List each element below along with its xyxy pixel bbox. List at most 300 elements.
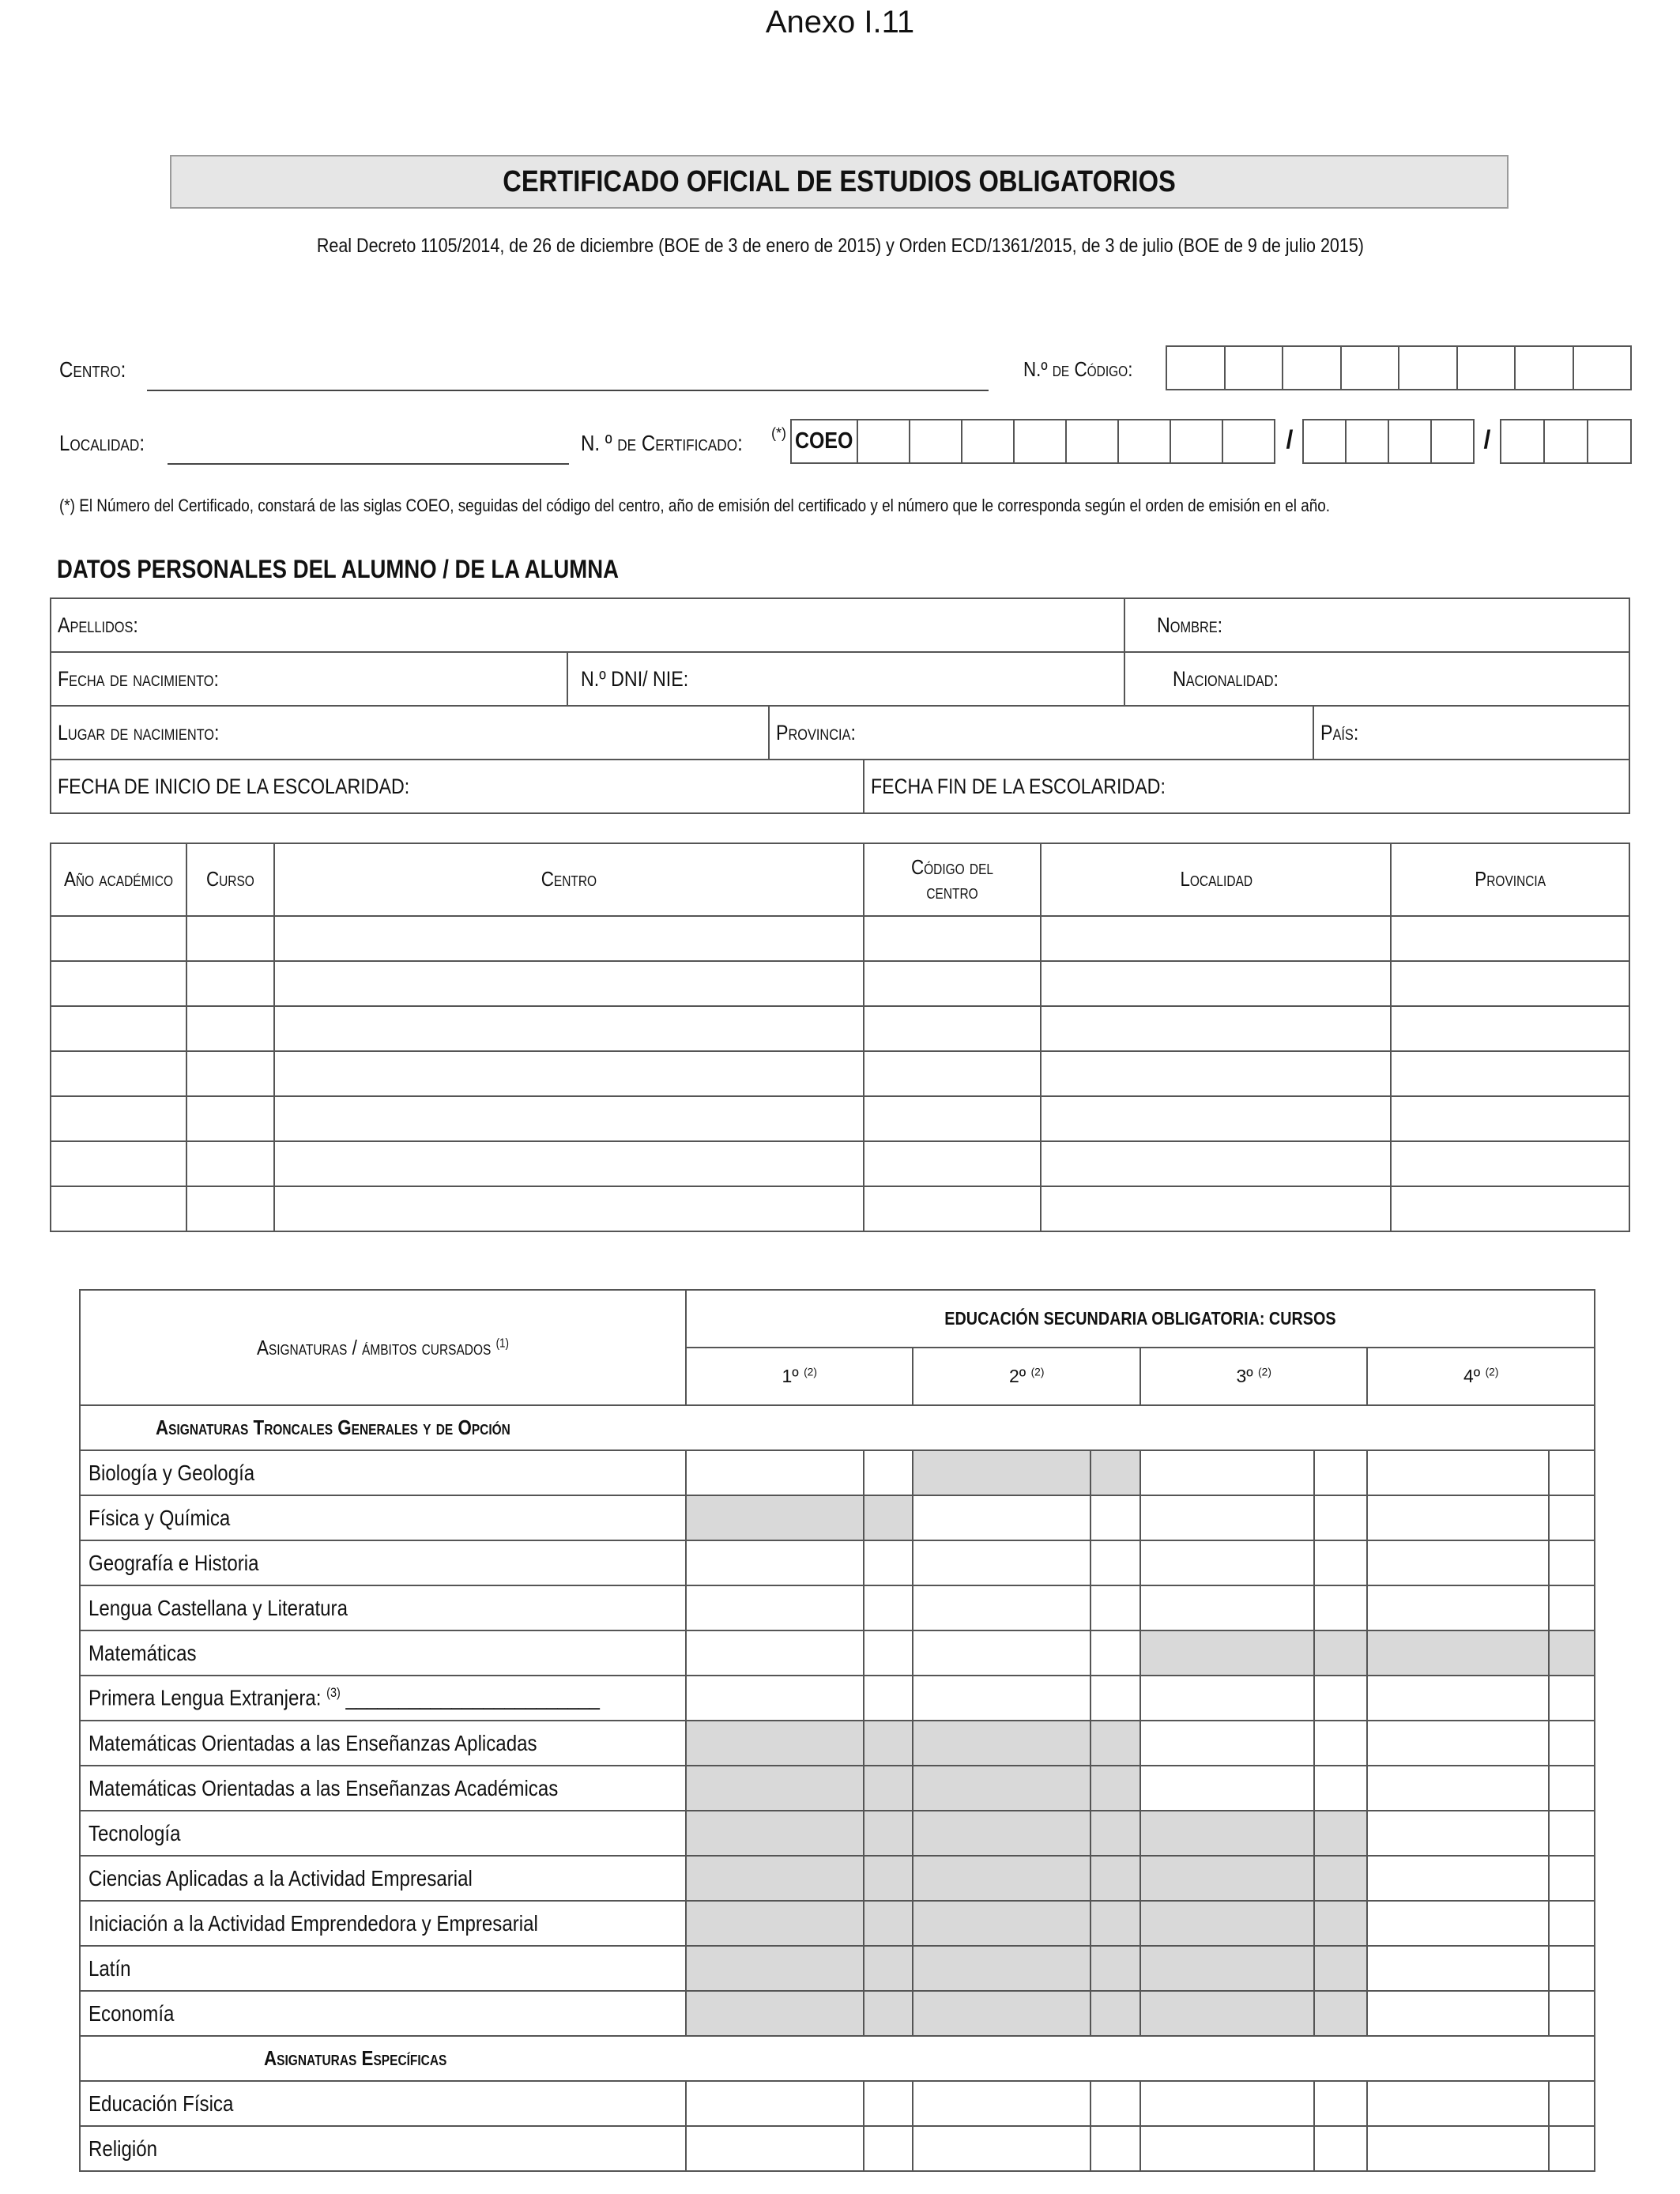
grade-cell-disabled: [864, 1495, 913, 1540]
grade-cell[interactable]: [913, 1676, 1090, 1721]
grade-cell[interactable]: [1367, 1946, 1549, 1991]
grade-cell-disabled: [686, 1495, 864, 1540]
table-cell[interactable]: [186, 916, 274, 961]
table-row: [80, 1495, 1595, 1540]
decree-reference: [0, 235, 1680, 258]
school-history-table: [50, 843, 1630, 1232]
table-row: [51, 916, 1629, 961]
table-cell[interactable]: [186, 1006, 274, 1051]
subject-name: [80, 1811, 686, 1856]
col-ano-academico: [51, 843, 186, 916]
grade-cell[interactable]: [913, 2126, 1090, 2171]
grade-cell[interactable]: [1367, 1721, 1549, 1766]
table-cell[interactable]: [1041, 961, 1391, 1006]
certificado-ref: [771, 425, 786, 442]
decree-text: Real Decreto 1105/2014, de 26 de diciembre (BOE de 3 de enero de 2015) y Orden ECD/1361/2015, de 3 de julio (BOE de 9 de julio 2015): [316, 235, 1364, 257]
grade-cell[interactable]: [1367, 1901, 1549, 1946]
table-cell[interactable]: [186, 1051, 274, 1096]
grade-cell-disabled: [864, 1991, 913, 2036]
subject-name: [80, 1991, 686, 2036]
course-4-label: 4º: [1463, 1366, 1481, 1386]
section-troncales-text: Asignaturas Troncales Generales y de Opción: [156, 1416, 510, 1439]
grade-cell-disabled: [1140, 1946, 1314, 1991]
fecha-fin-label: FECHA FIN DE LA ESCOLARIDAD:: [870, 774, 1166, 798]
grade-cell-disabled: [913, 1901, 1090, 1946]
grade-cell-disabled: [686, 1766, 864, 1811]
col-centro: [274, 843, 863, 916]
codigo-box[interactable]: [1342, 347, 1400, 389]
table-row: [80, 1811, 1595, 1856]
grade-cell[interactable]: [1549, 1811, 1595, 1856]
grade-cell-disabled: [913, 1991, 1090, 2036]
lengua-ref: (3): [326, 1685, 341, 1701]
table-cell[interactable]: [51, 916, 186, 961]
table-cell[interactable]: [1391, 1186, 1629, 1231]
col-centro-label: Centro: [541, 867, 597, 892]
subject-label: Religión: [89, 2136, 158, 2161]
grade-cell[interactable]: [1314, 1585, 1368, 1630]
subject-label: Biología y Geología: [89, 1460, 255, 1485]
grade-cell[interactable]: [1549, 2126, 1595, 2171]
number-boxes[interactable]: [1500, 419, 1632, 464]
grade-cell-disabled: [913, 1766, 1090, 1811]
grade-cell[interactable]: [1549, 1450, 1595, 1495]
cert-box[interactable]: [1119, 420, 1171, 462]
grade-cell-disabled: [1314, 1856, 1368, 1901]
course-1-label: 1º: [782, 1366, 799, 1386]
lengua-blank-line[interactable]: ________________________: [345, 1685, 600, 1710]
course-3-header: [1140, 1348, 1367, 1405]
col-curso-label: Curso: [206, 867, 255, 892]
provincia-label: Provincia:: [776, 720, 857, 745]
lugar-nacimiento-label: Lugar de nacimiento:: [58, 720, 220, 745]
table-cell[interactable]: [274, 916, 863, 961]
grade-cell[interactable]: [864, 2081, 913, 2126]
grade-cell[interactable]: [1090, 1540, 1140, 1585]
grade-cell[interactable]: [1140, 2081, 1314, 2126]
year-box[interactable]: [1304, 420, 1347, 462]
grade-cell[interactable]: [686, 2081, 864, 2126]
codigo-box[interactable]: [1283, 347, 1342, 389]
table-cell[interactable]: [864, 916, 1042, 961]
personal-data-table: [50, 598, 1630, 814]
cert-box[interactable]: [1067, 420, 1119, 462]
centro-field[interactable]: [147, 390, 989, 391]
grade-cell-disabled: [1314, 1811, 1368, 1856]
subject-name: [80, 1946, 686, 1991]
grade-cell-disabled: [1090, 1901, 1140, 1946]
table-cell[interactable]: [1391, 1096, 1629, 1141]
course-ref: (2): [1258, 1366, 1271, 1378]
table-cell[interactable]: [51, 961, 186, 1006]
year-boxes[interactable]: [1302, 419, 1475, 464]
grade-cell-disabled: [1090, 1450, 1140, 1495]
table-row: [51, 1006, 1629, 1051]
coeo-box: [790, 419, 857, 464]
grade-cell[interactable]: [1549, 1991, 1595, 2036]
subject-label: Iniciación a la Actividad Emprendedora y Empresarial: [89, 1910, 538, 1936]
grade-cell[interactable]: [1314, 1766, 1368, 1811]
grade-cell-disabled: [913, 1946, 1090, 1991]
codigo-box[interactable]: [1516, 347, 1574, 389]
table-cell[interactable]: [186, 961, 274, 1006]
grade-cell[interactable]: [864, 2126, 913, 2171]
grade-cell[interactable]: [1140, 2126, 1314, 2171]
grade-cell[interactable]: [1090, 1630, 1140, 1676]
grade-cell[interactable]: [1549, 1721, 1595, 1766]
subject-label: Física y Química: [89, 1505, 231, 1530]
col-provincia: [1391, 843, 1629, 916]
codigo-boxes[interactable]: [1166, 345, 1632, 390]
grade-cell[interactable]: [1367, 2126, 1549, 2171]
cert-box[interactable]: [962, 420, 1015, 462]
lengua-label: Primera Lengua Extranjera:: [89, 1685, 322, 1710]
table-cell[interactable]: [864, 1186, 1042, 1231]
col-codigo-centro: [864, 843, 1042, 916]
grade-cell[interactable]: [1367, 1540, 1549, 1585]
grade-cell[interactable]: [686, 1450, 864, 1495]
grade-cell[interactable]: [913, 1585, 1090, 1630]
fecha-inicio-cell[interactable]: [51, 760, 864, 813]
table-row: [80, 1630, 1595, 1676]
year-box[interactable]: [1432, 420, 1473, 462]
certificado-label-text: N. º de Certificado:: [581, 431, 743, 455]
eso-header-cell: [686, 1290, 1595, 1348]
grade-cell-disabled: [1140, 1630, 1314, 1676]
lugar-nacimiento-cell[interactable]: [51, 706, 769, 760]
number-box[interactable]: [1588, 420, 1630, 462]
section-troncales: [80, 1405, 1595, 1450]
grade-cell[interactable]: [1367, 1450, 1549, 1495]
cert-box[interactable]: [1015, 420, 1067, 462]
fecha-inicio-label: FECHA DE INICIO DE LA ESCOLARIDAD:: [58, 774, 410, 798]
table-cell[interactable]: [1041, 1141, 1391, 1186]
table-cell[interactable]: [274, 1186, 863, 1231]
grade-cell[interactable]: [913, 1630, 1090, 1676]
grade-cell[interactable]: [686, 1676, 864, 1721]
grade-cell[interactable]: [1367, 1856, 1549, 1901]
fecha-fin-cell[interactable]: [864, 760, 1629, 813]
grade-cell-disabled: [1090, 1946, 1140, 1991]
grade-cell-disabled: [913, 1811, 1090, 1856]
subject-name: [80, 1495, 686, 1540]
grade-cell[interactable]: [1140, 1766, 1314, 1811]
table-cell[interactable]: [1391, 1141, 1629, 1186]
subject-label: Economía: [89, 2000, 175, 2026]
nombre-cell[interactable]: [1124, 598, 1629, 652]
apellidos-label: Apellidos:: [58, 613, 138, 637]
certificado-ref-text: (*): [771, 425, 786, 441]
grade-cell[interactable]: [1549, 1540, 1595, 1585]
grade-cell-disabled: [686, 1991, 864, 2036]
subject-label: Educación Física: [89, 2090, 234, 2116]
grade-cell[interactable]: [1140, 1585, 1314, 1630]
table-cell[interactable]: [51, 1006, 186, 1051]
grade-cell-disabled: [1140, 1991, 1314, 2036]
pais-cell[interactable]: [1313, 706, 1629, 760]
table-cell[interactable]: [1041, 1096, 1391, 1141]
cert-box[interactable]: [858, 420, 910, 462]
table-cell[interactable]: [1041, 916, 1391, 961]
grade-cell[interactable]: [686, 1540, 864, 1585]
col-codigo-centro-label: Código del centro: [911, 854, 994, 903]
grade-cell[interactable]: [1367, 1495, 1549, 1540]
table-cell[interactable]: [274, 1006, 863, 1051]
grade-cell[interactable]: [1367, 1766, 1549, 1811]
grade-cell[interactable]: [1549, 1901, 1595, 1946]
table-cell[interactable]: [1391, 916, 1629, 961]
table-cell[interactable]: [51, 1096, 186, 1141]
centro-label: [59, 357, 137, 383]
annex-label: Anexo I.11: [765, 5, 915, 40]
codigo-box[interactable]: [1399, 347, 1458, 389]
col-localidad-label: Localidad: [1179, 867, 1252, 892]
subjects-header-ref: (1): [495, 1336, 509, 1350]
table-cell[interactable]: [1041, 1186, 1391, 1231]
grade-cell[interactable]: [1090, 1676, 1140, 1721]
table-row: [80, 1540, 1595, 1585]
subject-label: Matemáticas Orientadas a las Enseñanzas Aplicadas: [89, 1730, 537, 1755]
footnote-text: (*) El Número del Certificado, constará de las siglas COEO, seguidas del código del centro, año de emisión del certificado y el número que le corresponda según el orden de emisión en el año.: [59, 496, 1331, 515]
section-especificas-text: Asignaturas Específicas: [264, 2046, 447, 2070]
certificado-code-boxes[interactable]: [857, 419, 1275, 464]
table-cell[interactable]: [864, 1051, 1042, 1096]
codigo-box[interactable]: [1458, 347, 1516, 389]
col-curso: [186, 843, 274, 916]
col-provincia-label: Provincia: [1475, 867, 1546, 892]
grade-cell[interactable]: [864, 1630, 913, 1676]
grade-cell-disabled: [1140, 1856, 1314, 1901]
subject-name: [80, 1450, 686, 1495]
number-box[interactable]: [1545, 420, 1588, 462]
grade-cell[interactable]: [1140, 1495, 1314, 1540]
subject-name: [80, 1630, 686, 1676]
grade-cell-disabled: [1090, 1991, 1140, 2036]
grade-cell-disabled: [864, 1901, 913, 1946]
grade-cell[interactable]: [1549, 2081, 1595, 2126]
cert-box[interactable]: [1171, 420, 1223, 462]
personal-section-title: [57, 555, 710, 584]
nacionalidad-cell[interactable]: [1124, 652, 1629, 706]
subject-name: [80, 1901, 686, 1946]
grade-cell[interactable]: [864, 1540, 913, 1585]
title-box: [170, 155, 1509, 209]
table-cell[interactable]: [186, 1186, 274, 1231]
table-cell[interactable]: [864, 961, 1042, 1006]
grade-cell[interactable]: [1367, 1991, 1549, 2036]
table-cell[interactable]: [864, 1006, 1042, 1051]
grade-cell[interactable]: [913, 1495, 1090, 1540]
grade-cell-disabled: [1090, 1766, 1140, 1811]
table-row: [80, 2126, 1595, 2171]
grade-cell[interactable]: [1314, 1540, 1368, 1585]
grade-cell[interactable]: [1140, 1450, 1314, 1495]
grade-cell-disabled: [1367, 1630, 1549, 1676]
coeo-text: COEO: [795, 428, 853, 454]
subjects-header: [257, 1336, 509, 1360]
grade-cell[interactable]: [864, 1450, 913, 1495]
subject-label: Lengua Castellana y Literatura: [89, 1595, 348, 1620]
grade-cell[interactable]: [686, 2126, 864, 2171]
table-cell[interactable]: [274, 1096, 863, 1141]
fecha-nacimiento-label: Fecha de nacimiento:: [58, 666, 219, 691]
subject-label: Ciencias Aplicadas a la Actividad Empresarial: [89, 1865, 473, 1891]
table-row: [80, 1946, 1595, 1991]
subjects-header-text: Asignaturas / ámbitos cursados: [256, 1335, 492, 1359]
table-row: [51, 1186, 1629, 1231]
table-cell[interactable]: [186, 1141, 274, 1186]
grade-cell[interactable]: [913, 2081, 1090, 2126]
table-cell[interactable]: [864, 1141, 1042, 1186]
grade-cell[interactable]: [686, 1585, 864, 1630]
personal-section-title-text: DATOS PERSONALES DEL ALUMNO / DE LA ALUMNA: [57, 555, 619, 583]
subject-label: Matemáticas: [89, 1640, 197, 1665]
localidad-field[interactable]: [168, 463, 569, 465]
grade-cell[interactable]: [1549, 1585, 1595, 1630]
table-row: [80, 1721, 1595, 1766]
grade-cell[interactable]: [1314, 1495, 1368, 1540]
table-cell[interactable]: [274, 961, 863, 1006]
grade-cell[interactable]: [1140, 1721, 1314, 1766]
table-cell[interactable]: [1391, 1051, 1629, 1096]
grade-cell-disabled: [913, 1721, 1090, 1766]
nacionalidad-label: Nacionalidad:: [1172, 666, 1279, 691]
grade-cell[interactable]: [1314, 1721, 1368, 1766]
cert-box[interactable]: [910, 420, 962, 462]
table-cell[interactable]: [51, 1186, 186, 1231]
course-2-label: 2º: [1008, 1366, 1026, 1386]
eso-header: EDUCACIÓN SECUNDARIA OBLIGATORIA: CURSOS: [944, 1308, 1336, 1329]
codigo-box[interactable]: [1167, 347, 1226, 389]
table-cell[interactable]: [1391, 961, 1629, 1006]
grade-cell-disabled: [686, 1901, 864, 1946]
grade-cell-disabled: [1090, 1811, 1140, 1856]
subject-label: Latín: [89, 1955, 131, 1981]
grade-cell[interactable]: [1140, 1676, 1314, 1721]
table-row: [51, 1141, 1629, 1186]
grade-cell-disabled: [864, 1946, 913, 1991]
grade-cell[interactable]: [1090, 2081, 1140, 2126]
grade-cell[interactable]: [1090, 1585, 1140, 1630]
codigo-box[interactable]: [1574, 347, 1631, 389]
year-box[interactable]: [1347, 420, 1389, 462]
subject-name: [80, 1721, 686, 1766]
course-4-header: [1367, 1348, 1595, 1405]
grade-cell[interactable]: [1367, 2081, 1549, 2126]
year-box[interactable]: [1389, 420, 1432, 462]
dni-label: N.º DNI/ NIE:: [581, 666, 689, 691]
grade-cell[interactable]: [1314, 2126, 1368, 2171]
codigo-label-text: N.º de Código:: [1023, 357, 1133, 381]
grade-cell[interactable]: [1090, 1495, 1140, 1540]
table-cell[interactable]: [1391, 1006, 1629, 1051]
table-row: [80, 2081, 1595, 2126]
slash-separator-2: /: [1483, 425, 1491, 454]
subject-label: Tecnología: [89, 1820, 181, 1845]
grade-cell-disabled: [686, 1811, 864, 1856]
codigo-box[interactable]: [1226, 347, 1284, 389]
grade-cell-disabled: [1090, 1856, 1140, 1901]
grade-cell[interactable]: [1367, 1811, 1549, 1856]
grade-cell[interactable]: [1549, 1495, 1595, 1540]
grade-cell-disabled: [864, 1856, 913, 1901]
course-1-header: [686, 1348, 913, 1405]
nombre-label: Nombre:: [1156, 613, 1222, 637]
course-3-label: 3º: [1236, 1366, 1253, 1386]
col-ano-academico-label: Año académico: [63, 867, 174, 892]
grade-cell-disabled: [1314, 1630, 1368, 1676]
grade-cell[interactable]: [1314, 1450, 1368, 1495]
grade-cell[interactable]: [1367, 1585, 1549, 1630]
codigo-label: [1023, 357, 1151, 382]
grade-cell-disabled: [686, 1946, 864, 1991]
localidad-label-text: Localidad:: [59, 431, 145, 455]
grade-cell-disabled: [1549, 1630, 1595, 1676]
dni-cell[interactable]: [567, 652, 1124, 706]
table-row: [51, 1096, 1629, 1141]
table-row: [80, 1901, 1595, 1946]
table-cell[interactable]: [1041, 1051, 1391, 1096]
grade-cell[interactable]: [913, 1540, 1090, 1585]
subject-label: [89, 1685, 600, 1710]
table-row: [80, 1676, 1595, 1721]
subject-name: [80, 1856, 686, 1901]
grade-cell[interactable]: [1090, 2126, 1140, 2171]
table-cell[interactable]: [51, 1051, 186, 1096]
table-row: [80, 1450, 1595, 1495]
grade-cell-disabled: [1140, 1901, 1314, 1946]
localidad-label: [59, 431, 159, 456]
grade-cell[interactable]: [1549, 1676, 1595, 1721]
grade-cell[interactable]: [686, 1630, 864, 1676]
grade-cell[interactable]: [1314, 2081, 1368, 2126]
footnote: [59, 496, 1537, 516]
grade-cell-disabled: [864, 1811, 913, 1856]
grade-cell[interactable]: [864, 1585, 913, 1630]
table-row: [80, 1766, 1595, 1811]
grade-cell-disabled: [1314, 1901, 1368, 1946]
table-cell[interactable]: [274, 1141, 863, 1186]
cert-box[interactable]: [1223, 420, 1274, 462]
document-title: CERTIFICADO OFICIAL DE ESTUDIOS OBLIGATORIOS: [503, 164, 1176, 198]
grade-cell[interactable]: [1367, 1676, 1549, 1721]
grade-cell[interactable]: [864, 1676, 913, 1721]
apellidos-cell[interactable]: [51, 598, 1124, 652]
table-cell[interactable]: [51, 1141, 186, 1186]
pais-label: País:: [1320, 720, 1359, 745]
fecha-nacimiento-cell[interactable]: [51, 652, 567, 706]
grade-cell[interactable]: [1549, 1946, 1595, 1991]
col-localidad: [1041, 843, 1391, 916]
grade-cell[interactable]: [1314, 1676, 1368, 1721]
grade-cell[interactable]: [1549, 1766, 1595, 1811]
table-row: [51, 961, 1629, 1006]
table-cell[interactable]: [274, 1051, 863, 1096]
table-row: [80, 1585, 1595, 1630]
grade-cell[interactable]: [1140, 1540, 1314, 1585]
table-cell[interactable]: [186, 1096, 274, 1141]
subject-name: [80, 1585, 686, 1630]
table-cell[interactable]: [1041, 1006, 1391, 1051]
course-ref: (2): [1485, 1366, 1499, 1378]
subject-label: Geografía e Historia: [89, 1550, 259, 1575]
grade-cell[interactable]: [1549, 1856, 1595, 1901]
subject-name: [80, 1540, 686, 1585]
subject-name: [80, 1766, 686, 1811]
number-box[interactable]: [1501, 420, 1545, 462]
provincia-cell[interactable]: [769, 706, 1313, 760]
table-cell[interactable]: [864, 1096, 1042, 1141]
